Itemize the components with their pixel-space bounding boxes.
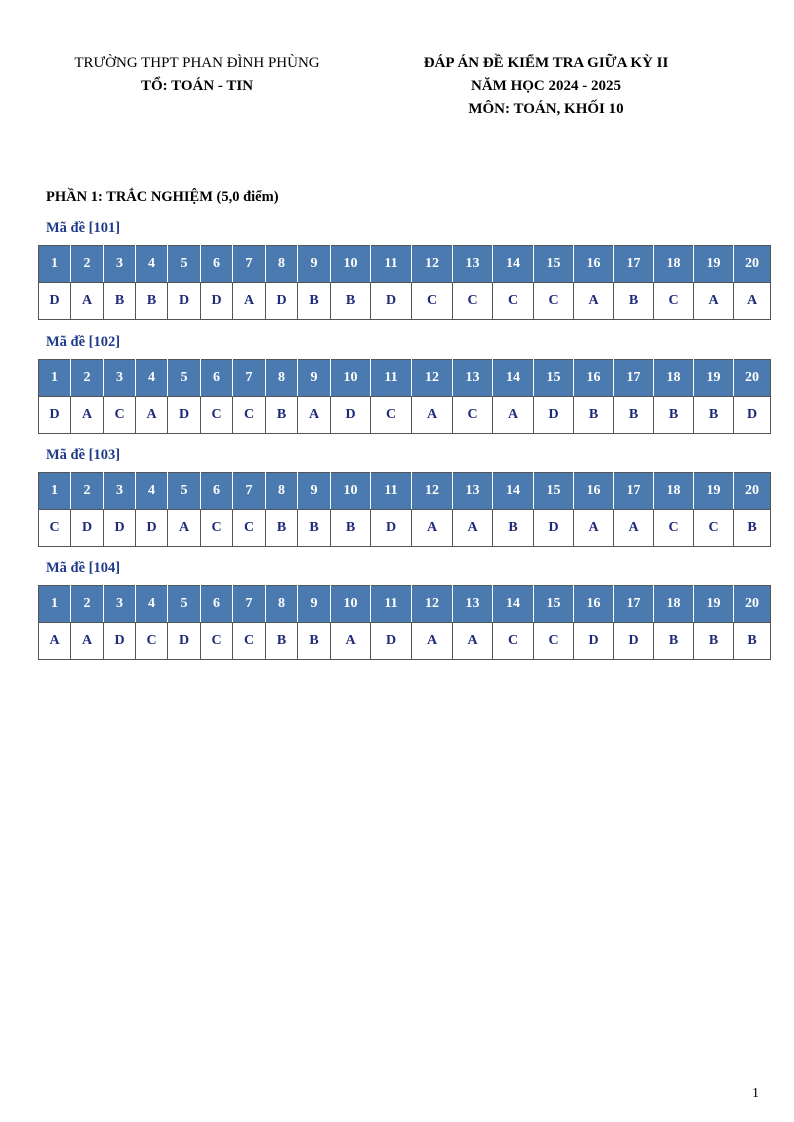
answer-cell: D: [371, 510, 412, 547]
answer-cell: B: [694, 623, 734, 660]
question-number-cell: 2: [71, 360, 104, 397]
question-number-cell: 14: [493, 586, 534, 623]
question-number-cell: 1: [39, 246, 71, 283]
answer-cell: A: [412, 623, 453, 660]
answer-cell: C: [371, 397, 412, 434]
question-number-cell: 19: [694, 586, 734, 623]
answer-cell: C: [233, 623, 266, 660]
answer-cell: B: [298, 283, 331, 320]
question-number-cell: 6: [201, 360, 233, 397]
answer-cell: B: [331, 510, 371, 547]
question-number-cell: 12: [412, 586, 453, 623]
code-section-102: [38, 332, 770, 434]
code-title: Mã đề [103]: [46, 447, 121, 463]
question-number-cell: 8: [266, 586, 298, 623]
answer-cell: A: [694, 283, 734, 320]
question-number-cell: 13: [453, 473, 493, 510]
question-number-cell: 18: [654, 246, 694, 283]
answer-cell: D: [534, 510, 574, 547]
answer-cell: B: [493, 510, 534, 547]
answer-cell: D: [71, 510, 104, 547]
question-number-cell: 8: [266, 473, 298, 510]
answer-cell: D: [331, 397, 371, 434]
question-number-cell: 17: [614, 586, 654, 623]
question-number-cell: 10: [331, 246, 371, 283]
answer-cell: A: [574, 283, 614, 320]
answer-cell: C: [104, 397, 136, 434]
subject: MÔN: TOÁN, KHỐI 10: [468, 101, 624, 117]
question-number-cell: 13: [453, 586, 493, 623]
answer-cell: D: [201, 283, 233, 320]
question-number-cell: 20: [734, 586, 771, 623]
answer-cell: A: [136, 397, 168, 434]
question-number-cell: 6: [201, 473, 233, 510]
doc-title: ĐÁP ÁN ĐỀ KIỂM TRA GIỮA KỲ II: [423, 55, 669, 71]
answer-cell: A: [412, 510, 453, 547]
answer-row: [39, 283, 771, 320]
answer-cell: A: [574, 510, 614, 547]
answer-cell: B: [104, 283, 136, 320]
answer-cell: A: [71, 623, 104, 660]
answer-cell: B: [266, 623, 298, 660]
answer-cell: B: [614, 283, 654, 320]
question-number-cell: 18: [654, 586, 694, 623]
question-number-cell: 12: [412, 360, 453, 397]
answer-cell: D: [574, 623, 614, 660]
question-number-cell: 7: [233, 360, 266, 397]
answer-cell: C: [654, 283, 694, 320]
answer-cell: B: [654, 623, 694, 660]
question-number-cell: 16: [574, 360, 614, 397]
question-number-cell: 17: [614, 246, 654, 283]
question-number-cell: 7: [233, 246, 266, 283]
code-section-104: [38, 558, 770, 660]
answer-cell: D: [136, 510, 168, 547]
question-number-cell: 4: [136, 473, 168, 510]
code-title: Mã đề [102]: [46, 334, 121, 350]
answer-cell: B: [298, 623, 331, 660]
answer-cell: B: [298, 510, 331, 547]
question-number-cell: 9: [298, 473, 331, 510]
answer-cell: C: [39, 510, 71, 547]
answer-cell: C: [493, 623, 534, 660]
answer-cell: A: [71, 397, 104, 434]
answer-cell: C: [233, 510, 266, 547]
question-number-cell: 16: [574, 586, 614, 623]
code-section-101: [38, 218, 770, 320]
question-number-cell: 11: [371, 586, 412, 623]
question-number-cell: 19: [694, 360, 734, 397]
question-number-cell: 6: [201, 246, 233, 283]
question-number-cell: 18: [654, 360, 694, 397]
answer-cell: D: [371, 283, 412, 320]
answer-table: [38, 245, 771, 320]
question-number-cell: 20: [734, 473, 771, 510]
answer-cell: A: [168, 510, 201, 547]
answer-cell: A: [734, 283, 771, 320]
answer-cell: A: [233, 283, 266, 320]
question-number-cell: 3: [104, 360, 136, 397]
answer-cell: C: [201, 397, 233, 434]
question-number-cell: 4: [136, 360, 168, 397]
answer-cell: D: [371, 623, 412, 660]
question-number-cell: 12: [412, 473, 453, 510]
header-left: [52, 52, 342, 98]
answer-cell: C: [136, 623, 168, 660]
answer-cell: B: [654, 397, 694, 434]
question-number-cell: 18: [654, 473, 694, 510]
question-number-row: [39, 246, 771, 283]
answer-cell: C: [654, 510, 694, 547]
question-number-cell: 19: [694, 473, 734, 510]
part1-title: PHẦN 1: TRẮC NGHIỆM (5,0 điểm): [46, 189, 279, 205]
question-number-row: [39, 586, 771, 623]
school-name: TRƯỜNG THPT PHAN ĐÌNH PHÙNG: [74, 55, 320, 71]
question-number-cell: 10: [331, 586, 371, 623]
answer-cell: A: [453, 623, 493, 660]
question-number-cell: 11: [371, 246, 412, 283]
question-number-cell: 1: [39, 586, 71, 623]
page-number: 1: [752, 1086, 759, 1101]
question-number-cell: 5: [168, 473, 201, 510]
question-number-cell: 10: [331, 473, 371, 510]
answer-cell: B: [266, 397, 298, 434]
answer-cell: A: [39, 623, 71, 660]
school-year: NĂM HỌC 2024 - 2025: [471, 78, 621, 94]
question-number-cell: 15: [534, 473, 574, 510]
question-number-cell: 3: [104, 473, 136, 510]
question-number-cell: 2: [71, 246, 104, 283]
question-number-cell: 15: [534, 246, 574, 283]
answer-cell: C: [534, 623, 574, 660]
answer-cell: B: [574, 397, 614, 434]
answer-cell: C: [453, 283, 493, 320]
answer-cell: B: [734, 510, 771, 547]
code-title: Mã đề [101]: [46, 220, 121, 236]
question-number-cell: 15: [534, 360, 574, 397]
answer-cell: B: [136, 283, 168, 320]
question-number-cell: 17: [614, 473, 654, 510]
code-title: Mã đề [104]: [46, 560, 121, 576]
question-number-cell: 15: [534, 586, 574, 623]
question-number-cell: 19: [694, 246, 734, 283]
question-number-cell: 1: [39, 473, 71, 510]
question-number-cell: 3: [104, 246, 136, 283]
answer-table: [38, 472, 771, 547]
answer-cell: B: [266, 510, 298, 547]
question-number-cell: 20: [734, 360, 771, 397]
question-number-cell: 7: [233, 586, 266, 623]
question-number-cell: 7: [233, 473, 266, 510]
question-number-cell: 12: [412, 246, 453, 283]
code-section-103: [38, 445, 770, 547]
question-number-cell: 16: [574, 246, 614, 283]
answer-cell: C: [453, 397, 493, 434]
answer-cell: D: [534, 397, 574, 434]
question-number-cell: 14: [493, 473, 534, 510]
question-number-cell: 9: [298, 246, 331, 283]
question-number-cell: 4: [136, 586, 168, 623]
question-number-cell: 14: [493, 360, 534, 397]
question-number-row: [39, 473, 771, 510]
question-number-cell: 9: [298, 360, 331, 397]
question-number-cell: 1: [39, 360, 71, 397]
question-number-cell: 5: [168, 246, 201, 283]
question-number-cell: 2: [71, 586, 104, 623]
answer-cell: B: [694, 397, 734, 434]
question-number-cell: 13: [453, 246, 493, 283]
answer-cell: A: [493, 397, 534, 434]
question-number-cell: 8: [266, 360, 298, 397]
question-number-cell: 13: [453, 360, 493, 397]
answer-cell: D: [39, 397, 71, 434]
question-number-cell: 6: [201, 586, 233, 623]
answer-cell: D: [266, 283, 298, 320]
question-number-cell: 17: [614, 360, 654, 397]
answer-cell: A: [453, 510, 493, 547]
question-number-cell: 20: [734, 246, 771, 283]
answer-cell: C: [201, 623, 233, 660]
answer-row: [39, 397, 771, 434]
answer-cell: C: [694, 510, 734, 547]
group-name: TỔ: TOÁN - TIN: [140, 78, 254, 94]
answer-table: [38, 585, 771, 660]
question-number-cell: 10: [331, 360, 371, 397]
question-number-cell: 8: [266, 246, 298, 283]
answer-cell: D: [168, 397, 201, 434]
answer-cell: D: [614, 623, 654, 660]
answer-cell: D: [168, 283, 201, 320]
answer-cell: C: [201, 510, 233, 547]
answer-cell: D: [39, 283, 71, 320]
answer-cell: B: [734, 623, 771, 660]
answer-row: [39, 623, 771, 660]
header-right: [396, 52, 696, 121]
question-number-cell: 3: [104, 586, 136, 623]
answer-cell: D: [104, 510, 136, 547]
answer-cell: C: [493, 283, 534, 320]
answer-cell: A: [71, 283, 104, 320]
answer-cell: C: [233, 397, 266, 434]
answer-cell: B: [614, 397, 654, 434]
question-number-cell: 5: [168, 586, 201, 623]
answer-cell: D: [104, 623, 136, 660]
answer-cell: D: [734, 397, 771, 434]
answer-cell: A: [614, 510, 654, 547]
question-number-cell: 16: [574, 473, 614, 510]
question-number-cell: 14: [493, 246, 534, 283]
answer-cell: C: [412, 283, 453, 320]
question-number-cell: 5: [168, 360, 201, 397]
question-number-cell: 9: [298, 586, 331, 623]
answer-cell: D: [168, 623, 201, 660]
answer-table: [38, 359, 771, 434]
answer-cell: A: [412, 397, 453, 434]
answer-cell: A: [331, 623, 371, 660]
question-number-cell: 2: [71, 473, 104, 510]
answer-cell: B: [331, 283, 371, 320]
answer-row: [39, 510, 771, 547]
answer-cell: A: [298, 397, 331, 434]
question-number-cell: 11: [371, 360, 412, 397]
answer-cell: C: [534, 283, 574, 320]
question-number-cell: 11: [371, 473, 412, 510]
question-number-cell: 4: [136, 246, 168, 283]
question-number-row: [39, 360, 771, 397]
